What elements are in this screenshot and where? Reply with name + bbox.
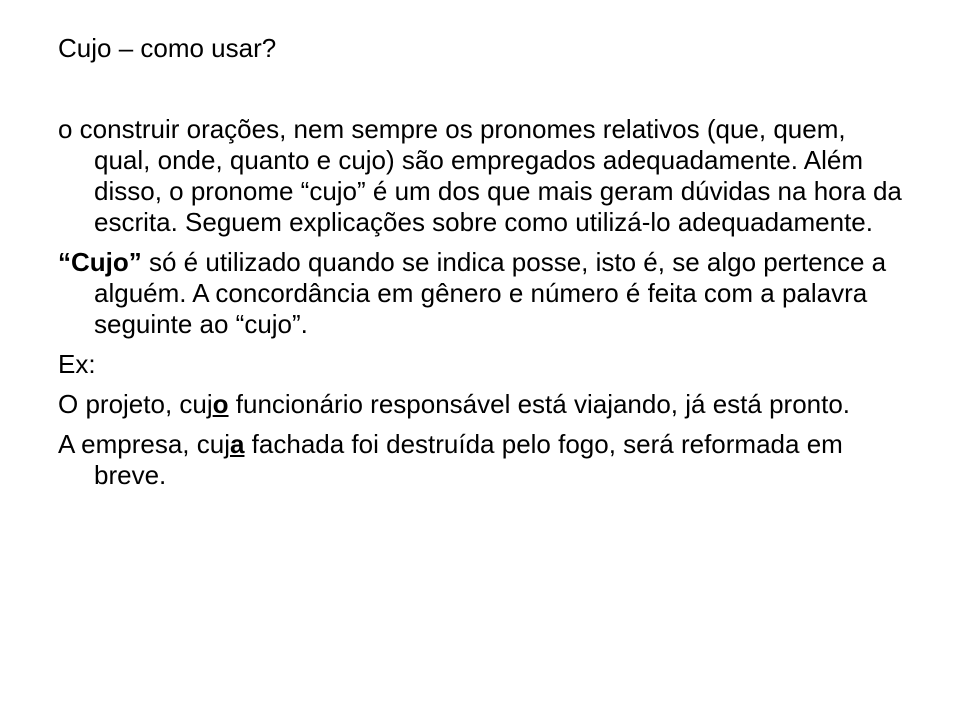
example-1-ending: o <box>212 389 229 419</box>
term-cujo: “Cujo” <box>58 247 142 277</box>
example-2-before: A empresa, cuj <box>58 429 230 459</box>
paragraph-example-2 <box>58 429 908 491</box>
paragraph-usage <box>58 247 908 340</box>
usage-text: só é utilizado quando se indica posse, isto é, se algo pertence a alguém. A concordância em gênero e número é feita com a palavra seguinte ao “cujo”. <box>94 247 887 339</box>
slide-body <box>58 114 908 500</box>
example-1-after: funcionário responsável está viajando, já está pronto. <box>228 389 851 419</box>
paragraph-example-label: Ex: <box>58 349 96 379</box>
example-2-ending: a <box>229 429 245 459</box>
paragraph-intro: o construir orações, nem sempre os pronomes relativos (que, quem, qual, onde, quanto e cujo) são empregados adequadamente. Além disso, o pronome “cujo” é um dos que mais geram dúvidas na hora da escrita. Seguem explicações sobre como utilizá-lo adequadamente. <box>58 114 902 237</box>
slide-title: Cujo – como usar? <box>58 33 277 63</box>
paragraph-example-1 <box>58 389 908 420</box>
example-1-before: O projeto, cuj <box>58 389 213 419</box>
example-2-after: fachada foi destruída pelo fogo, será reformada em breve. <box>94 429 843 490</box>
